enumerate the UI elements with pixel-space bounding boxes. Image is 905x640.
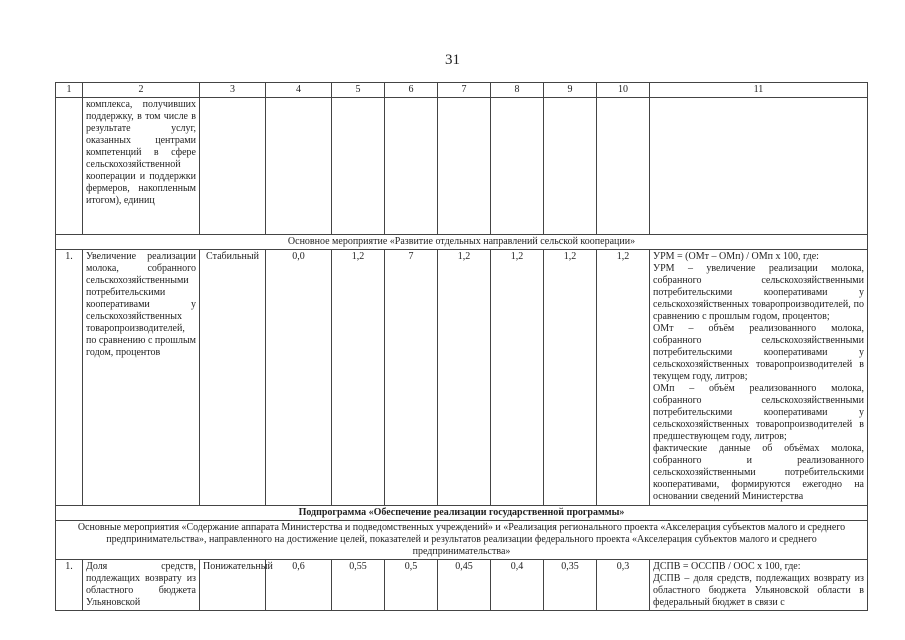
indicator-name: Увеличение реализации молока, собранного сельскохозяйственными потребительскими кооперативами у сельскохозяйственных товаропроизводителей, по сравнению с прошлым годом, процентов xyxy=(83,250,200,506)
value-cell: 1,2 xyxy=(438,250,491,506)
row-number: 1. xyxy=(56,250,83,506)
value-cell: 0,3 xyxy=(597,560,650,611)
value-cell: 0,0 xyxy=(266,250,332,506)
col-header: 7 xyxy=(438,83,491,98)
trend-type: Понижательный xyxy=(200,560,266,611)
section-title: Основные мероприятия «Содержание аппарата Министерства и подведомственных учреждений» и «Реализация регионального проекта «Акселерация субъектов малого и среднего предпринимательства», направленного на достижение целей, показателей и результатов реализации федерального проекта «Акселерация субъектов малого и среднего предпринимательства» xyxy=(56,521,868,560)
table-row xyxy=(56,250,868,506)
section-row xyxy=(56,235,868,250)
value-cell: 0,45 xyxy=(438,560,491,611)
subprogram-row xyxy=(56,506,868,521)
trend-type: Стабильный xyxy=(200,250,266,506)
value-cell: 1,2 xyxy=(491,250,544,506)
section-row xyxy=(56,521,868,560)
value-cell: 0,4 xyxy=(491,560,544,611)
col-header: 2 xyxy=(83,83,200,98)
indicator-name: комплекса, получивших поддержку, в том числе в результате услуг, оказанных центрами компетенций в сфере сельскохозяйственной кооперации и поддержки фермеров, накопленным итогом), единиц xyxy=(83,98,200,235)
section-title: Основное мероприятие «Развитие отдельных направлений сельской кооперации» xyxy=(56,235,868,250)
value-cell: 1,2 xyxy=(544,250,597,506)
value-cell: 0,55 xyxy=(332,560,385,611)
row-number: 1. xyxy=(56,560,83,611)
calculation-method: ДСПВ = ОССПВ / ООС х 100, где: ДСПВ – доля средств, подлежащих возврату из областного бюджета Ульяновской области в федеральный бюджет в связи с xyxy=(650,560,868,611)
header-row xyxy=(56,83,868,98)
value-cell: 0,6 xyxy=(266,560,332,611)
col-header: 8 xyxy=(491,83,544,98)
indicator-name: Доля средств, подлежащих возврату из областного бюджета Ульяновской xyxy=(83,560,200,611)
col-header: 9 xyxy=(544,83,597,98)
col-header: 1 xyxy=(56,83,83,98)
page-number: 31 xyxy=(445,52,460,68)
col-header: 10 xyxy=(597,83,650,98)
value-cell: 1,2 xyxy=(332,250,385,506)
indicator-table xyxy=(55,82,868,611)
col-header: 4 xyxy=(266,83,332,98)
calculation-method: УРМ = (ОМт – ОМп) / ОМп х 100, где: УРМ – увеличение реализации молока, собранного сельскохозяйственными потребительскими кооперативами у сельскохозяйственных товаропроизводителей, по сравнению с прошлым годом, процентов; ОМт – объём реализованного молока, собранного сельскохозяйственными потребительскими кооперативами у сельскохозяйственных товаропроизводителей в текущем году, литров; ОМп – объём реализованного молока, собранного сельскохозяйственными потребительскими кооперативами у сельскохозяйственных товаропроизводителей в предшествующем году, литров; фактические данные об объёмах молока, собранного и реализованного сельскохозяйственными потребительскими кооперативами, формируются ежегодно на основании сведений Министерства xyxy=(650,250,868,506)
col-header: 11 xyxy=(650,83,868,98)
value-cell: 7 xyxy=(385,250,438,506)
col-header: 5 xyxy=(332,83,385,98)
col-header: 6 xyxy=(385,83,438,98)
value-cell: 1,2 xyxy=(597,250,650,506)
table-row xyxy=(56,560,868,611)
col-header: 3 xyxy=(200,83,266,98)
value-cell: 0,35 xyxy=(544,560,597,611)
table-row xyxy=(56,98,868,235)
value-cell: 0,5 xyxy=(385,560,438,611)
subprogram-title: Подпрограмма «Обеспечение реализации государственной программы» xyxy=(56,506,868,521)
